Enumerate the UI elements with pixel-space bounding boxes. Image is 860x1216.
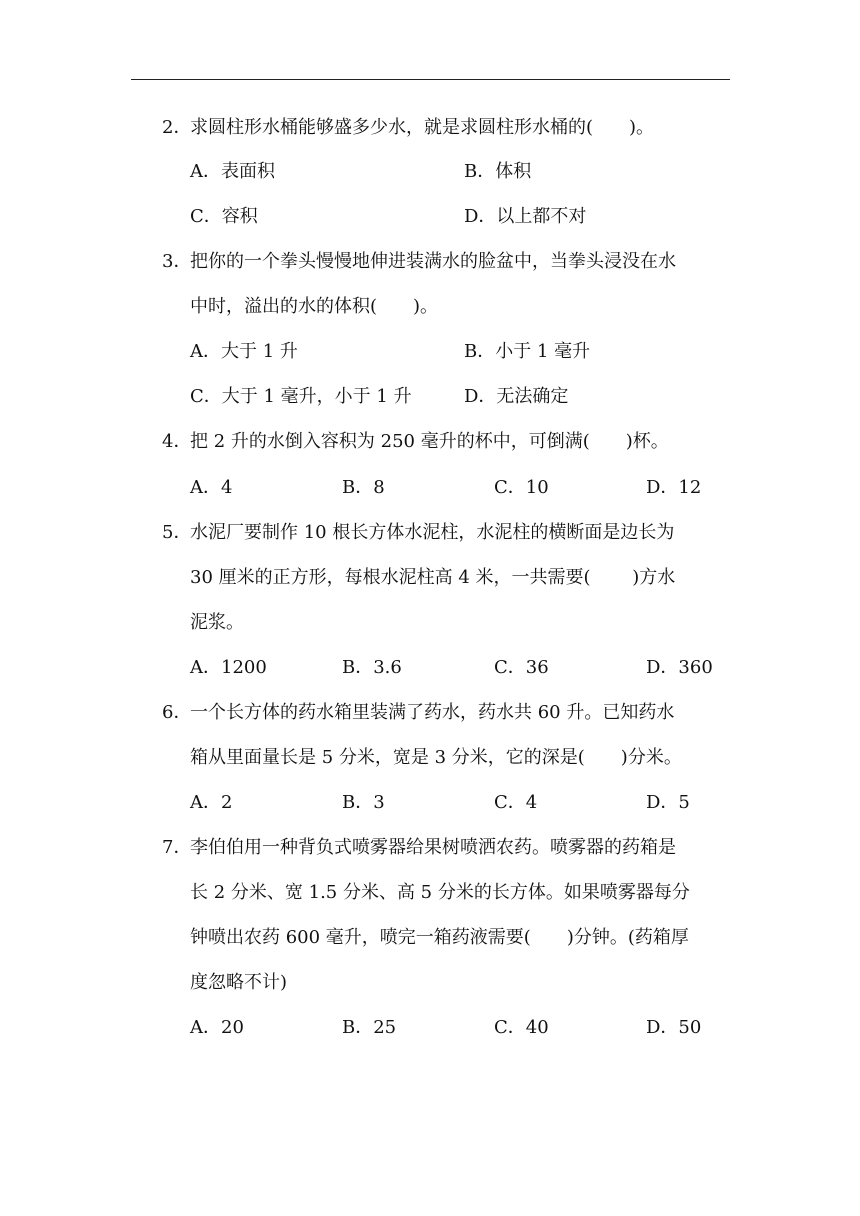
- question-text-line-1: 把你的一个拳头慢慢地伸进装满水的脸盆中，当拳头浸没在水: [190, 251, 676, 272]
- question-number: 6．: [162, 702, 192, 723]
- option-b: B．小于 1 毫升: [464, 341, 591, 362]
- question-text-line-3: 泥浆。: [190, 612, 244, 633]
- option-a: A．4: [190, 477, 233, 498]
- option-a: A．20: [190, 1017, 244, 1038]
- option-c: C．36: [494, 657, 549, 678]
- question-number: 5．: [162, 522, 192, 543]
- question-number: 2．: [162, 117, 192, 138]
- question-7: [162, 836, 676, 860]
- question-text-line-1: 李伯伯用一种背负式喷雾器给果树喷洒农药。喷雾器的药箱是: [190, 837, 676, 858]
- option-c: C．40: [494, 1017, 549, 1038]
- question-text-line-3: 钟喷出农药 600 毫升，喷完一箱药液需要( )分钟。(药箱厚: [190, 927, 689, 948]
- option-d: D．无法确定: [464, 386, 569, 407]
- option-a: A．1200: [190, 657, 267, 678]
- option-d: D．5: [646, 792, 690, 813]
- option-b: B．25: [342, 1017, 397, 1038]
- option-d: D．360: [646, 657, 713, 678]
- option-c: C．容积: [190, 206, 258, 227]
- option-c: C．10: [494, 477, 549, 498]
- option-a: A．表面积: [190, 161, 275, 182]
- option-c: C．4: [494, 792, 538, 813]
- option-b: B．3: [342, 792, 385, 813]
- question-text-line-2: 中时，溢出的水的体积( )。: [190, 296, 439, 317]
- option-a: A．大于 1 升: [190, 341, 298, 362]
- option-b: B．3.6: [342, 657, 402, 678]
- header-rule: [131, 79, 730, 80]
- question-number: 3．: [162, 251, 192, 272]
- option-b: B．体积: [464, 161, 532, 182]
- question-4: [162, 430, 669, 454]
- option-b: B．8: [342, 477, 385, 498]
- question-6: [162, 701, 674, 725]
- question-text: 把 2 升的水倒入容积为 250 毫升的杯中，可倒满( )杯。: [190, 431, 669, 452]
- option-d: D．以上都不对: [464, 206, 587, 227]
- question-number: 7．: [162, 837, 192, 858]
- option-c: C．大于 1 毫升，小于 1 升: [190, 386, 412, 407]
- question-text-line-1: 一个长方体的药水箱里装满了药水，药水共 60 升。已知药水: [190, 702, 675, 723]
- question-number: 4．: [162, 431, 192, 452]
- question-text-line-2: 长 2 分米、宽 1.5 分米、高 5 分米的长方体。如果喷雾器每分: [190, 882, 690, 903]
- question-text-line-4: 度忽略不计): [190, 972, 288, 993]
- option-a: A．2: [190, 792, 233, 813]
- option-d: D．50: [646, 1017, 702, 1038]
- question-text-line-2: 30 厘米的正方形，每根水泥柱高 4 米，一共需要( )方水: [190, 567, 676, 588]
- question-text: 求圆柱形水桶能够盛多少水，就是求圆柱形水桶的( )。: [190, 117, 655, 138]
- question-3: [162, 250, 676, 274]
- question-text-line-2: 箱从里面量长是 5 分米，宽是 3 分米，它的深是( )分米。: [190, 747, 682, 768]
- question-text-line-1: 水泥厂要制作 10 根长方体水泥柱，水泥柱的横断面是边长为: [190, 522, 675, 543]
- option-d: D．12: [646, 477, 702, 498]
- question-2: [162, 116, 654, 140]
- question-5: [162, 521, 674, 545]
